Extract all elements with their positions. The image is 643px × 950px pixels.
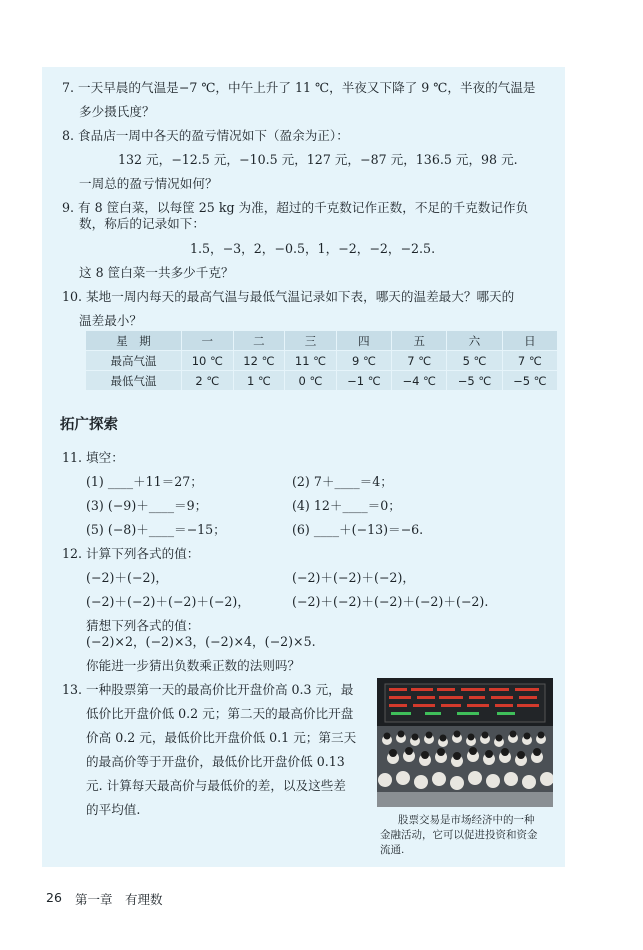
problem-12-guess: 猜想下列各式的值：	[86, 618, 200, 633]
table-row-label: 最低气温	[86, 371, 182, 391]
problem-11-item: (5) (−8)＋____＝−15；	[86, 522, 226, 537]
problem-12-expression: (−2)＋(−2)，	[86, 570, 168, 585]
table-day: 六	[447, 331, 502, 351]
problem-13-line: 元. 计算每天最高价与最低价的差，以及这些差	[86, 778, 346, 793]
table-cell: 5 ℃	[447, 351, 502, 371]
problem-7-line-1: 7. 一天早晨的气温是−7 ℃，中午上升了 11 ℃，半夜又下降了 9 ℃，半夜的气温是	[62, 80, 536, 95]
section-title: 拓广探索	[60, 417, 118, 433]
problem-8-line-1: 8. 食品店一周中各天的盈亏情况如下（盈余为正）：	[62, 128, 349, 143]
photo-caption-line: 流通.	[380, 844, 405, 856]
problem-10-line-1: 10. 某地一周内每天的最高气温与最低气温记录如下表，哪天的温差最大？哪天的	[62, 289, 515, 304]
problem-10-line-2: 温差最小？	[79, 313, 142, 328]
problem-8-values: 132 元，−12.5 元，−10.5 元，127 元，−87 元，136.5 元，98 元.	[118, 152, 518, 167]
stock-exchange-photo	[377, 678, 553, 807]
problem-11-title: 11. 填空：	[62, 450, 124, 465]
table-day: 四	[336, 331, 391, 351]
table-cell: −5 ℃	[447, 371, 502, 391]
table-row	[86, 351, 558, 371]
problem-13-line: 价高 0.2 元，最低价比开盘价低 0.1 元；第三天	[86, 730, 357, 745]
problem-12-expression: (−2)＋(−2)＋(−2)，	[292, 570, 415, 585]
table-day: 五	[392, 331, 447, 351]
problem-12-question: 你能进一步猜出负数乘正数的法则吗？	[86, 658, 301, 673]
problem-8-line-3: 一周总的盈亏情况如何？	[79, 176, 218, 191]
problem-11-item: (2) 7＋____＝4；	[292, 474, 393, 489]
table-day: 二	[233, 331, 285, 351]
problem-11-item: (3) (−9)＋____＝9；	[86, 498, 208, 513]
problem-12-expression: (−2)＋(−2)＋(−2)＋(−2)，	[86, 594, 250, 609]
table-cell: −1 ℃	[336, 371, 391, 391]
problem-11-item: (4) 12＋____＝0；	[292, 498, 401, 513]
problem-9-line-2: 数，称后的记录如下：	[79, 216, 205, 231]
chapter-title: 第一章 有理数	[75, 892, 163, 907]
problem-9-line-4: 这 8 筐白菜一共多少千克？	[79, 265, 234, 280]
problem-12-title: 12. 计算下列各式的值：	[62, 546, 200, 561]
problem-11-item: (6) ____＋(−13)＝−6.	[292, 522, 424, 537]
table-cell: 7 ℃	[392, 351, 447, 371]
table-cell: 12 ℃	[233, 351, 285, 371]
table-day: 三	[285, 331, 337, 351]
table-cell: −4 ℃	[392, 371, 447, 391]
problem-9-line-1: 9. 有 8 筐白菜，以每筐 25 kg 为准，超过的千克数记作正数，不足的千克数记作负	[62, 200, 529, 215]
photo-caption-line: 金融活动，它可以促进投资和资金	[380, 829, 538, 841]
table-cell: 7 ℃	[502, 351, 557, 371]
problem-13-line: 13. 一种股票第一天的最高价比开盘价高 0.3 元，最	[62, 682, 354, 697]
problem-11-item: (1) ____＋11＝27；	[86, 474, 203, 489]
table-header-label: 星 期	[86, 331, 182, 351]
table-header-row	[86, 331, 558, 351]
table-cell: 10 ℃	[182, 351, 234, 371]
problem-13-line: 的平均值.	[86, 802, 141, 817]
problem-7-line-2: 多少摄氏度？	[79, 104, 155, 119]
problem-12-products: (−2)×2，(−2)×3，(−2)×4，(−2)×5.	[86, 634, 316, 649]
photo-caption-line: 股票交易是市场经济中的一种	[398, 814, 535, 826]
table-row-label: 最高气温	[86, 351, 182, 371]
table-cell: −5 ℃	[502, 371, 557, 391]
problem-12-expression: (−2)＋(−2)＋(−2)＋(−2)＋(−2).	[292, 594, 489, 609]
problem-13-line: 低价比开盘价低 0.2 元；第二天的最高价比开盘	[86, 706, 354, 721]
problem-9-values: 1.5，−3，2，−0.5，1，−2，−2，−2.5.	[190, 241, 436, 256]
problem-13-line: 的最高价等于开盘价，最低价比开盘价低 0.13	[86, 754, 345, 769]
table-cell: 9 ℃	[336, 351, 391, 371]
table-day: 日	[502, 331, 557, 351]
table-cell: 11 ℃	[285, 351, 337, 371]
table-day: 一	[182, 331, 234, 351]
table-cell: 1 ℃	[233, 371, 285, 391]
page-number: 26	[46, 890, 62, 905]
temperature-table	[85, 330, 558, 391]
table-row	[86, 371, 558, 391]
table-cell: 0 ℃	[285, 371, 337, 391]
table-cell: 2 ℃	[182, 371, 234, 391]
